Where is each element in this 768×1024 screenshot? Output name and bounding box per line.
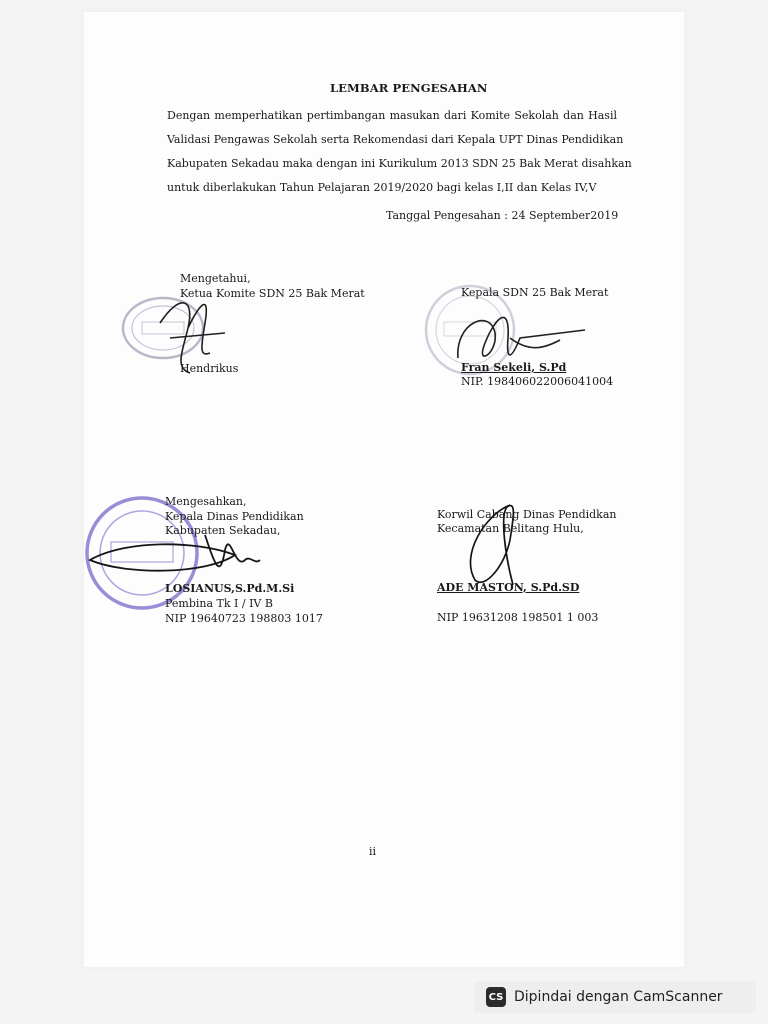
paragraph-line: Validasi Pengawas Sekolah serta Rekomendasi dari Kepala UPT Dinas Pendidikan: [167, 133, 624, 146]
committee-intro: Mengetahui,: [180, 272, 251, 285]
principal-nip: NIP. 198406022006041004: [461, 375, 614, 388]
dinas-position: Kepala Dinas Pendidikan: [165, 510, 304, 523]
camscanner-watermark: [474, 981, 756, 1013]
paragraph-line: Dengan memperhatikan pertimbangan masukan dari Komite Sekolah dan Hasil: [167, 109, 617, 122]
committee-position: Ketua Komite SDN 25 Bak Merat: [180, 287, 365, 300]
principal-name: Fran Sekeli, S.Pd: [461, 361, 567, 374]
committee-name: Hendrikus: [180, 362, 239, 375]
page-number: ii: [369, 845, 377, 858]
korwil-region: Kecamatan Belitang Hulu,: [437, 522, 584, 535]
approval-paragraph: [167, 104, 632, 200]
dinas-nip: NIP 19640723 198803 1017: [165, 612, 323, 625]
camscanner-label: Dipindai dengan CamScanner: [514, 989, 723, 1005]
korwil-nip: NIP 19631208 198501 1 003: [437, 611, 599, 624]
paragraph-line: untuk diberlakukan Tahun Pelajaran 2019/2020 bagi kelas I,II dan Kelas IV,V: [167, 181, 597, 194]
korwil-position: Korwil Cabang Dinas Pendidkan: [437, 508, 617, 521]
approval-date: Tanggal Pengesahan : 24 September2019: [386, 209, 619, 222]
dinas-region: Kabupaten Sekadau,: [165, 524, 281, 537]
paragraph-line: Kabupaten Sekadau maka dengan ini Kurikulum 2013 SDN 25 Bak Merat disahkan: [167, 157, 632, 170]
dinas-name: LOSIANUS,S.Pd.M.Si: [165, 582, 295, 595]
document-title: LEMBAR PENGESAHAN: [330, 81, 488, 95]
dinas-rank: Pembina Tk I / IV B: [165, 597, 273, 610]
korwil-name: ADE MASTON, S.Pd.SD: [437, 581, 580, 594]
dinas-intro: Mengesahkan,: [165, 495, 247, 508]
principal-position: Kepala SDN 25 Bak Merat: [461, 286, 609, 299]
camscanner-logo-icon: CS: [486, 987, 506, 1007]
